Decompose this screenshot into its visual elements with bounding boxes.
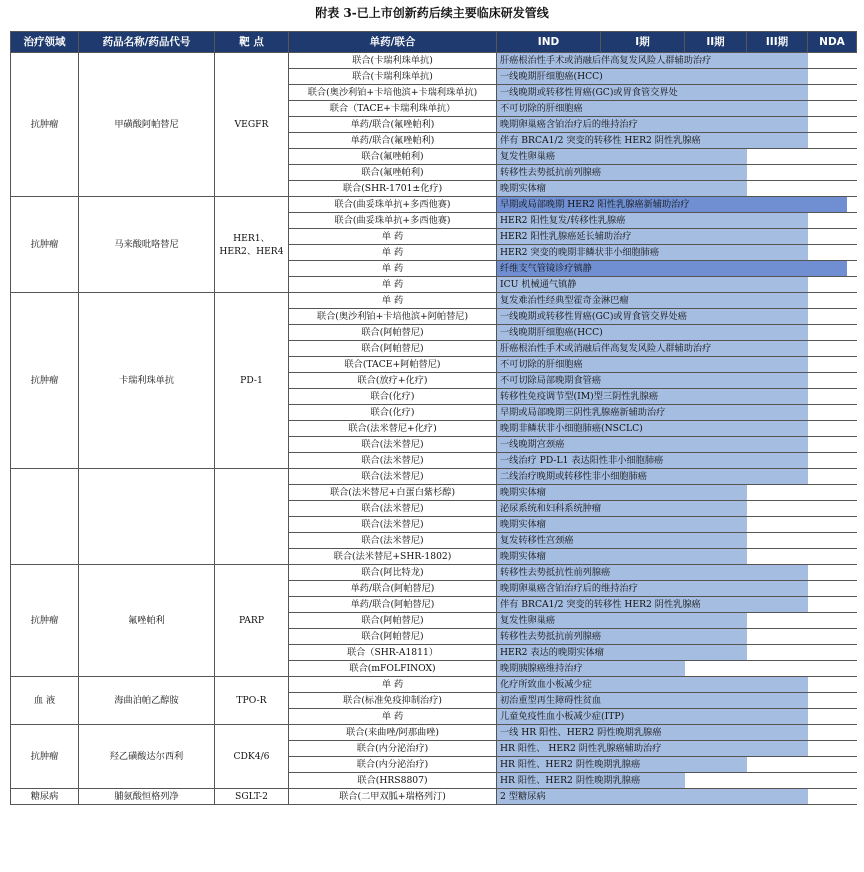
pipeline-bar-cell <box>497 357 857 373</box>
indication-text: 泌尿系统和妇科系统肿瘤 <box>500 503 602 514</box>
header-phase-2: II期 <box>685 32 747 53</box>
mode-cell: 联合（TACE+卡瑞利珠单抗） <box>289 101 497 117</box>
pipeline-bar-cell <box>497 181 857 197</box>
mode-cell: 单 药 <box>289 293 497 309</box>
table-row <box>11 725 857 741</box>
pipeline-bar-cell <box>497 693 857 709</box>
mode-cell: 联合(法米替尼) <box>289 533 497 549</box>
target-cell: PARP <box>215 565 289 677</box>
mode-cell: 单药/联合(阿帕替尼) <box>289 581 497 597</box>
mode-cell: 联合(卡瑞利珠单抗) <box>289 53 497 69</box>
area-cell <box>11 469 79 565</box>
pipeline-bar-cell <box>497 421 857 437</box>
header-phase-nda: NDA <box>808 32 857 53</box>
pipeline-bar-cell <box>497 661 857 677</box>
pipeline-bar-cell <box>497 725 857 741</box>
header-drug: 药品名称/药品代号 <box>79 32 215 53</box>
pipeline-bar-cell <box>497 485 857 501</box>
pipeline-bar-cell <box>497 645 857 661</box>
indication-text: 复发性卵巢癌 <box>500 151 556 162</box>
pipeline-bar-cell <box>497 149 857 165</box>
pipeline-bar-cell <box>497 341 857 357</box>
indication-text: 晚期实体瘤 <box>500 487 546 498</box>
table-row <box>11 293 857 309</box>
pipeline-bar-cell <box>497 53 857 69</box>
mode-cell: 联合(内分泌治疗) <box>289 757 497 773</box>
mode-cell: 联合(放疗+化疗) <box>289 373 497 389</box>
mode-cell: 联合(化疗) <box>289 405 497 421</box>
mode-cell: 单 药 <box>289 245 497 261</box>
pipeline-bar-cell <box>497 437 857 453</box>
mode-cell: 联合(法米替尼) <box>289 469 497 485</box>
mode-cell: 联合(法米替尼) <box>289 453 497 469</box>
pipeline-bar-cell <box>497 133 857 149</box>
indication-text: 晚期实体瘤 <box>500 519 546 530</box>
pipeline-bar-cell <box>497 405 857 421</box>
mode-cell: 联合(阿帕替尼) <box>289 629 497 645</box>
pipeline-bar-cell <box>497 677 857 693</box>
indication-text: 化疗所致血小板减少症 <box>500 679 592 690</box>
indication-text: 转移性去势抵抗前列腺癌 <box>500 631 602 642</box>
mode-cell: 单 药 <box>289 709 497 725</box>
mode-cell: 联合(TACE+阿帕替尼) <box>289 357 497 373</box>
header-phase-ind: IND <box>497 32 601 53</box>
drug-cell <box>79 469 215 565</box>
header-area: 治疗领域 <box>11 32 79 53</box>
target-cell: VEGFR <box>215 53 289 197</box>
pipeline-bar-cell <box>497 581 857 597</box>
mode-cell: 单药/联合(氟唑帕利) <box>289 117 497 133</box>
table-row <box>11 197 857 213</box>
pipeline-bar-cell <box>497 741 857 757</box>
header-phase-3: III期 <box>747 32 808 53</box>
mode-cell: 单药/联合(阿帕替尼) <box>289 597 497 613</box>
mode-cell: 联合(法米替尼) <box>289 501 497 517</box>
mode-cell: 联合(来曲唑/阿那曲唑) <box>289 725 497 741</box>
indication-text: 晚期胰腺癌维持治疗 <box>500 663 583 674</box>
indication-text: 肝癌根治性手术或消融后伴高复发风险人群辅助治疗 <box>500 55 712 66</box>
mode-cell: 联合(mFOLFINOX) <box>289 661 497 677</box>
table-row <box>11 53 857 69</box>
mode-cell: 联合(二甲双胍+瑞格列汀) <box>289 789 497 805</box>
indication-text: 转移性去势抵抗性前列腺癌 <box>500 567 611 578</box>
indication-text: 一线晚期宫颈癌 <box>500 439 565 450</box>
indication-text: 伴有 BRCA1/2 突变的转移性 HER2 阴性乳腺癌 <box>500 135 701 146</box>
indication-text: ICU 机械通气镇静 <box>500 279 577 290</box>
indication-text: HER2 表达的晚期实体瘤 <box>500 647 604 658</box>
mode-cell: 联合(氟唑帕利) <box>289 149 497 165</box>
header-mode: 单药/联合 <box>289 32 497 53</box>
pipeline-bar-cell <box>497 549 857 565</box>
mode-cell: 联合(曲妥珠单抗+多西他赛) <box>289 213 497 229</box>
indication-text: 一线晚期或转移性胃癌(GC)或胃食管交界处 <box>500 87 678 98</box>
drug-cell: 甲磺酸阿帕替尼 <box>79 53 215 197</box>
indication-text: 一线晚期肝细胞癌(HCC) <box>500 327 603 338</box>
mode-cell: 联合(SHR-1701±化疗) <box>289 181 497 197</box>
indication-text: 不可切除的肝细胞癌 <box>500 359 583 370</box>
mode-cell: 单 药 <box>289 261 497 277</box>
mode-cell: 联合(奥沙利铂+卡培他滨+阿帕替尼) <box>289 309 497 325</box>
indication-text: 一线晚期或转移性胃癌(GC)或胃食管交界处癌 <box>500 311 687 322</box>
area-cell: 抗肿瘤 <box>11 725 79 789</box>
pipeline-bar-cell <box>497 709 857 725</box>
indication-text: 一线 HR 阳性、HER2 阴性晚期乳腺癌 <box>500 727 662 738</box>
pipeline-bar-cell <box>497 565 857 581</box>
indication-text: 转移性去势抵抗前列腺癌 <box>500 167 602 178</box>
indication-text: 晚期卵巢癌含铂治疗后的维持治疗 <box>500 119 638 130</box>
pipeline-bar-cell <box>497 101 857 117</box>
mode-cell: 联合(法米替尼+白蛋白紫杉醇) <box>289 485 497 501</box>
area-cell: 抗肿瘤 <box>11 565 79 677</box>
indication-text: 复发难治性经典型霍奇金淋巴瘤 <box>500 295 629 306</box>
area-cell: 糖尿病 <box>11 789 79 805</box>
pipeline-bar-cell <box>497 85 857 101</box>
table-row <box>11 789 857 805</box>
indication-text: 二线治疗晚期或转移性非小细胞肺癌 <box>500 471 647 482</box>
mode-cell: 联合(阿帕替尼) <box>289 613 497 629</box>
mode-cell: 联合(内分泌治疗) <box>289 741 497 757</box>
table-body <box>11 53 857 805</box>
pipeline-bar-cell <box>497 213 857 229</box>
area-cell: 抗肿瘤 <box>11 293 79 469</box>
pipeline-bar-cell <box>497 597 857 613</box>
indication-text: 晚期实体瘤 <box>500 551 546 562</box>
indication-text: 晚期卵巢癌含铂治疗后的维持治疗 <box>500 583 638 594</box>
indication-text: 一线治疗 PD-L1 表达阳性非小细胞肺癌 <box>500 455 664 466</box>
drug-cell: 氟唑帕利 <box>79 565 215 677</box>
table-row <box>11 677 857 693</box>
indication-text: 复发性卵巢癌 <box>500 615 556 626</box>
mode-cell: 联合(化疗) <box>289 389 497 405</box>
indication-text: 伴有 BRCA1/2 突变的转移性 HER2 阴性乳腺癌 <box>500 599 701 610</box>
mode-cell: 联合(法米替尼+化疗) <box>289 421 497 437</box>
pipeline-bar-cell <box>497 773 857 789</box>
indication-text: 肝癌根治性手术或消融后伴高复发风险人群辅助治疗 <box>500 343 712 354</box>
indication-text: 不可切除局部晚期食管癌 <box>500 375 602 386</box>
mode-cell: 联合(标准免疫抑制治疗) <box>289 693 497 709</box>
pipeline-bar-cell <box>497 501 857 517</box>
target-cell: PD-1 <box>215 293 289 469</box>
pipeline-bar-cell <box>497 373 857 389</box>
mode-cell: 单 药 <box>289 229 497 245</box>
header-target: 靶 点 <box>215 32 289 53</box>
indication-text: 晚期非鳞状非小细胞肺癌(NSCLC) <box>500 423 643 434</box>
indication-text: 晚期实体瘤 <box>500 183 546 194</box>
pipeline-bar-cell <box>497 757 857 773</box>
area-cell: 血 液 <box>11 677 79 725</box>
header-row <box>11 32 857 53</box>
indication-text: 复发转移性宫颈癌 <box>500 535 574 546</box>
target-cell <box>215 469 289 565</box>
mode-cell: 单药/联合(氟唑帕利) <box>289 133 497 149</box>
pipeline-bar-cell <box>497 117 857 133</box>
table-row <box>11 469 857 485</box>
indication-text: HER2 突变的晚期非鳞状非小细胞肺癌 <box>500 247 660 258</box>
mode-cell: 单 药 <box>289 277 497 293</box>
indication-text: HER2 阳性复发/转移性乳腺癌 <box>500 215 626 226</box>
mode-cell: 联合(曲妥珠单抗+多西他赛) <box>289 197 497 213</box>
area-cell: 抗肿瘤 <box>11 197 79 293</box>
mode-cell: 联合(奥沙利铂+卡培他滨+卡瑞利珠单抗) <box>289 85 497 101</box>
mode-cell: 联合(阿帕替尼) <box>289 325 497 341</box>
pipeline-bar-cell <box>497 261 857 277</box>
indication-text: 不可切除的肝细胞癌 <box>500 103 583 114</box>
pipeline-bar-cell <box>497 197 857 213</box>
target-cell: CDK4/6 <box>215 725 289 789</box>
pipeline-bar-cell <box>497 533 857 549</box>
indication-text: 纤维支气管镜诊疗镇静 <box>500 263 592 274</box>
drug-cell: 马来酸吡咯替尼 <box>79 197 215 293</box>
mode-cell: 联合(法米替尼+SHR-1802) <box>289 549 497 565</box>
target-cell: SGLT-2 <box>215 789 289 805</box>
mode-cell: 联合(HRS8807) <box>289 773 497 789</box>
mode-cell: 联合（SHR-A1811） <box>289 645 497 661</box>
pipeline-bar-cell <box>497 245 857 261</box>
mode-cell: 联合(法米替尼) <box>289 437 497 453</box>
mode-cell: 联合(卡瑞利珠单抗) <box>289 69 497 85</box>
indication-text: HR 阳性、HER2 阴性晚期乳腺癌 <box>500 775 641 786</box>
indication-text: 一线晚期肝细胞癌(HCC) <box>500 71 603 82</box>
pipeline-bar-cell <box>497 325 857 341</box>
indication-text: 早期或局部晚期 HER2 阳性乳腺癌新辅助治疗 <box>500 199 690 210</box>
drug-cell: 卡瑞利珠单抗 <box>79 293 215 469</box>
mode-cell: 联合(阿帕替尼) <box>289 341 497 357</box>
table-title: 附表 3-已上市创新药后续主要临床研发管线 <box>315 6 549 20</box>
pipeline-bar-cell <box>497 69 857 85</box>
header-phase-1: I期 <box>601 32 685 53</box>
pipeline-bar-cell <box>497 453 857 469</box>
target-cell: HER1、HER2、HER4 <box>215 197 289 293</box>
indication-text: HR 阳性、 HER2 阴性乳腺癌辅助治疗 <box>500 743 662 754</box>
mode-cell: 单 药 <box>289 677 497 693</box>
pipeline-bar-cell <box>497 789 857 805</box>
indication-text: 2 型糖尿病 <box>500 791 546 802</box>
pipeline-bar-cell <box>497 517 857 533</box>
pipeline-bar-cell <box>497 629 857 645</box>
drug-cell: 羟乙磺酸达尔西利 <box>79 725 215 789</box>
pipeline-bar-cell <box>497 229 857 245</box>
indication-text: 儿童免疫性血小板减少症(ITP) <box>500 711 625 722</box>
mode-cell: 联合(氟唑帕利) <box>289 165 497 181</box>
table-row <box>11 565 857 581</box>
pipeline-bar-cell <box>497 165 857 181</box>
pipeline-bar-cell <box>497 277 857 293</box>
pipeline-bar-cell <box>497 469 857 485</box>
indication-text: 早期或局部晚期三阴性乳腺癌新辅助治疗 <box>500 407 666 418</box>
area-cell: 抗肿瘤 <box>11 53 79 197</box>
mode-cell: 联合(阿比特龙) <box>289 565 497 581</box>
indication-text: HER2 阳性乳腺癌延长辅助治疗 <box>500 231 632 242</box>
pipeline-bar-cell <box>497 309 857 325</box>
indication-text: 转移性免疫调节型(IM)型三阴性乳腺癌 <box>500 391 659 402</box>
drug-cell: 脯氨酸恒格列净 <box>79 789 215 805</box>
pipeline-bar-cell <box>497 613 857 629</box>
pipeline-bar-cell <box>497 293 857 309</box>
drug-cell: 海曲泊帕乙醇胺 <box>79 677 215 725</box>
mode-cell: 联合(法米替尼) <box>289 517 497 533</box>
indication-text: HR 阳性、HER2 阴性晚期乳腺癌 <box>500 759 641 770</box>
indication-text: 初治重型再生障碍性贫血 <box>500 695 602 706</box>
pipeline-table <box>10 31 857 805</box>
pipeline-bar-cell <box>497 389 857 405</box>
target-cell: TPO-R <box>215 677 289 725</box>
